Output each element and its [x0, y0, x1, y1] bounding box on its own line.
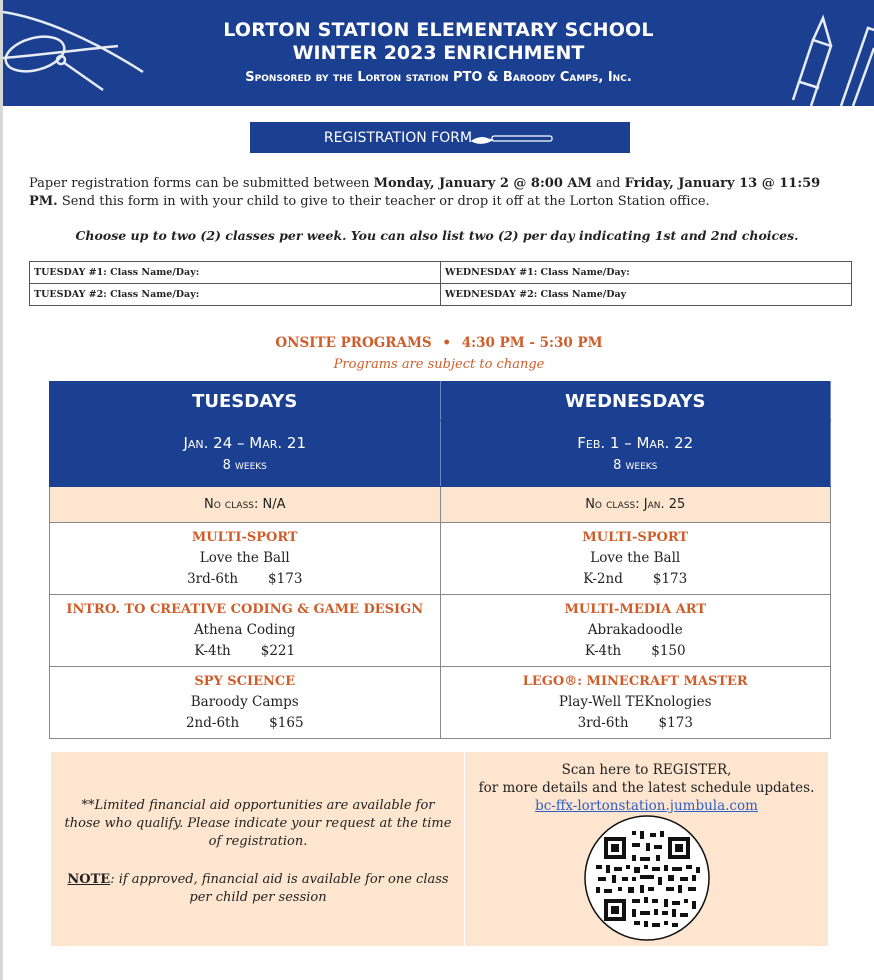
class-meta [442, 713, 830, 734]
class-name: MULTI-MEDIA ART [564, 602, 707, 617]
sponsor-line: Sponsored by the Lorton station PTO & Baroody Camps, Inc. [245, 70, 632, 85]
class-cell [440, 595, 831, 667]
programs-table [49, 381, 831, 739]
wednesdays-header: WEDNESDAYS [440, 382, 831, 421]
intro-text-2: and [591, 176, 625, 191]
class-meta [442, 569, 830, 590]
program-season: WINTER 2023 ENRICHMENT [292, 42, 585, 64]
form-row [30, 262, 852, 284]
class-price: $221 [260, 643, 296, 659]
school-name: LORTON STATION ELEMENTARY SCHOOL [223, 19, 654, 41]
note-text: : if approved, financial aid is available for one class per child per session [110, 872, 449, 905]
scan-line-2: for more details and the latest schedule updates. [478, 780, 815, 796]
class-provider: Play-Well TEKnologies [558, 694, 712, 710]
class-cell [440, 523, 831, 595]
no-class-row [50, 487, 831, 523]
tuesdays-header: TUESDAYS [50, 382, 441, 421]
class-row [50, 667, 831, 739]
intro-text-1: Paper registration forms can be submitted between [29, 176, 374, 191]
bullet-separator: • [442, 335, 451, 351]
class-grades: 2nd-6th [185, 715, 240, 731]
tuesday-no-class: No class: N/A [50, 487, 441, 523]
class-meta [442, 641, 830, 662]
tuesday-weeks: 8 weeks [222, 458, 267, 473]
registration-form-label: REGISTRATION FORM [323, 129, 473, 146]
onsite-time: 4:30 PM - 5:30 PM [461, 335, 603, 351]
class-price: $165 [269, 715, 304, 731]
class-cell [50, 595, 441, 667]
class-meta [51, 641, 439, 662]
financial-aid-note [62, 871, 454, 907]
class-row [50, 523, 831, 595]
class-provider: Abrakadoodle [587, 622, 683, 638]
tuesday-dates-cell [50, 421, 441, 487]
class-name: MULTI-SPORT [582, 530, 689, 545]
onsite-programs-heading [0, 335, 874, 351]
class-meta [51, 569, 439, 590]
scan-instructions [465, 761, 828, 815]
end-date: Friday, January 13 @ 11:59 PM. [29, 176, 821, 209]
class-name: SPY SCIENCE [194, 674, 296, 689]
form-row [30, 284, 852, 306]
wednesday-2-field[interactable]: WEDNESDAY #2: Class Name/Day [441, 284, 852, 306]
tuesday-1-field[interactable]: TUESDAY #1: Class Name/Day: [30, 262, 441, 284]
registration-link[interactable]: bc-ffx-lortonstation.jumbula.com [535, 798, 758, 814]
financial-aid-text: **Limited financial aid opportunities are available for those who qualify. Please indicate your request at the time of registration. [64, 798, 452, 849]
class-grades: 3rd-6th [577, 715, 629, 731]
class-provider: Love the Ball [590, 550, 681, 566]
qr-code-icon[interactable] [584, 815, 710, 941]
class-grades: K-4th [194, 643, 231, 659]
dates-row [50, 421, 831, 487]
wednesday-no-class: No class: Jan. 25 [440, 487, 831, 523]
class-price: $150 [651, 643, 686, 659]
wednesday-dates-cell [440, 421, 831, 487]
class-grades: K-2nd [583, 571, 623, 587]
scan-line-1: Scan here to REGISTER, [561, 762, 732, 778]
wednesday-weeks: 8 weeks [613, 458, 658, 473]
start-date: Monday, January 2 @ 8:00 AM [373, 176, 592, 191]
class-name: MULTI-SPORT [191, 530, 298, 545]
class-provider: Baroody Camps [190, 694, 299, 710]
subject-to-change-note: Programs are subject to change [333, 357, 545, 372]
wednesday-1-field[interactable]: WEDNESDAY #1: Class Name/Day: [441, 262, 852, 284]
class-cell [50, 523, 441, 595]
class-choice-form [29, 261, 852, 306]
class-row [50, 595, 831, 667]
class-grades: K-4th [584, 643, 622, 659]
onsite-label: ONSITE PROGRAMS [275, 335, 432, 351]
class-meta [51, 713, 439, 734]
class-cell [440, 667, 831, 739]
day-header-row [50, 382, 831, 421]
class-provider: Love the Ball [199, 550, 290, 566]
class-name: LEGO®: MINECRAFT MASTER [522, 674, 748, 689]
intro-text-3: Send this form in with your child to give to their teacher or drop it off at the Lorton Station office. [57, 194, 710, 209]
class-price: $173 [658, 715, 693, 731]
tuesday-2-field[interactable]: TUESDAY #2: Class Name/Day: [30, 284, 441, 306]
header-banner [3, 0, 874, 106]
tuesday-date-range: Jan. 24 – Mar. 21 [183, 434, 307, 452]
class-cell [50, 667, 441, 739]
registration-form-title [250, 122, 630, 153]
class-price: $173 [268, 571, 303, 587]
choose-instructions: Choose up to two (2) classes per week. You can also list two (2) per day indicating 1st and 2nd choices. [75, 228, 799, 243]
class-price: $173 [652, 571, 688, 587]
wednesday-date-range: Feb. 1 – Mar. 22 [577, 434, 694, 452]
class-provider: Athena Coding [194, 622, 296, 638]
note-label: NOTE [67, 872, 111, 887]
paintbrush-icon [470, 131, 556, 145]
page-left-edge [0, 0, 3, 980]
intro-paragraph [29, 175, 844, 211]
class-name: INTRO. TO CREATIVE CODING & GAME DESIGN [66, 602, 424, 617]
class-grades: 3rd-6th [187, 571, 239, 587]
